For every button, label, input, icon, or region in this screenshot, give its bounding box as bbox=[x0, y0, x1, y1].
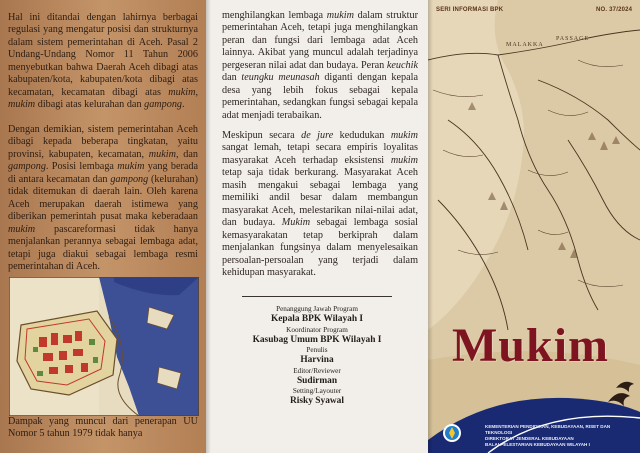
credit-label: Penulis bbox=[306, 346, 328, 354]
credit-value: Risky Syawal bbox=[290, 396, 344, 406]
credit-label: Setting/Layouter bbox=[292, 387, 342, 395]
antique-map-background bbox=[428, 0, 640, 453]
credit-value: Sudirman bbox=[296, 375, 338, 386]
credits-block bbox=[206, 296, 428, 408]
historical-map-illustration bbox=[9, 277, 199, 416]
paragraph-text: Hal ini ditandai dengan lahirnya berbagai regulasi yang mengatur posisi dan strukturnya dalam sistem pemerintahan di Aceh. Pasal 2 Undang-Undang Nomor 11 Tahun 2006 menyebutkan bahwa Daerah Aceh dibagi atas kabupaten/kota, kabupaten/kota dibagi atas kecamatan, kecamatan dibagi atas mukim, mukim dibagi atas kelurahan dan gampong. bbox=[8, 12, 198, 111]
credit-value: Harvina bbox=[300, 355, 334, 365]
paragraph-text: Meskipun secara de jure kedudukan mukim sangat lemah, tetapi secara empiris loyalitas masyarakat Aceh terhadap eksistensi mukim tetap saja tidak berkurang. Masyarakat Aceh masih mengakui sebagai lembaga yang memiliki andil besar dalam membangun masyarakat Aceh, melestarikan nilai-nilai adat, dan budaya. Mukim sebagai lembaga sosial kemasyarakatan tetap berkiprah dalam menjalankan fungsinya dalam menyelesaikan persoalan-persoalan yang terjadi dalam kehidupan masyarakat. bbox=[222, 130, 418, 278]
footer-line: BALAI PELESTARIAN KEBUDAYAAN WILAYAH I bbox=[485, 442, 590, 447]
credits-divider bbox=[242, 296, 392, 297]
paragraph-text: menghilangkan lembaga mukim dalam struktur pemerintahan Aceh, tetapi juga menghilangkan peran dan fungsi dari lembaga adat Aceh lainnya. Akibat yang muncul adalah terjadinya pergeseran nilai adat dan budaya. Peran keuchik dan teungku meunasah diganti dengan kepala desa yang lebih fokus sebagai kepala pemerintahan, sedangkan fungsi sebagai kepala adat menjadi terabaikan. bbox=[222, 10, 419, 121]
left-panel bbox=[0, 0, 206, 453]
credit-value: Kasubag Umum BPK Wilayah I bbox=[252, 334, 382, 345]
paragraph-regulation bbox=[8, 12, 198, 112]
fold-shadow bbox=[428, 0, 433, 453]
map-label: PASSAGE bbox=[556, 36, 590, 42]
cover-title: Mukim bbox=[452, 319, 610, 372]
middle-panel bbox=[206, 0, 428, 453]
map-label: MALAKKA bbox=[506, 42, 544, 48]
paragraph-consequence bbox=[222, 10, 418, 122]
credit-label: Koordinator Program bbox=[286, 325, 348, 334]
paragraph-impact bbox=[8, 416, 198, 441]
footer-line: KEMENTERIAN PENDIDIKAN, KEBUDAYAAN, RISET DAN TEKNOLOGI bbox=[485, 424, 611, 435]
ministry-footer bbox=[485, 424, 637, 448]
issue-number: NO. 37/2024 bbox=[596, 7, 633, 13]
footer-line: DIREKTORAT JENDERAL KEBUDAYAAN bbox=[485, 436, 574, 441]
credit-label: Editor/Reviewer bbox=[293, 366, 341, 375]
paragraph-text: Dampak yang muncul dari penerapan UU Nomor 5 tahun 1979 tidak hanya bbox=[8, 416, 198, 440]
series-label: SERI INFORMASI BPK bbox=[436, 7, 504, 13]
credit-label: Penanggung Jawab Program bbox=[276, 305, 358, 313]
paragraph-text: Dengan demikian, sistem pemerintahan Aceh dibagi kepada beberapa tingkatan, yaitu provinsi, kabupaten, kecamatan, mukim, dan gampong. Posisi lembaga mukim yang berada di antara kecamatan dan gampong (kelurahan) tidak ditemukan di daerah lain. Oleh karena Aceh merupakan daerah istimewa yang diberikan pemerintah pusat maka keberadaan mukim pascareformasi tidak hanya menjalankan perannya sebagai lembaga adat, tetapi juga diakui sebagai lembaga resmi pemerintahan di Aceh. bbox=[8, 124, 199, 272]
credit-value: Kepala BPK Wilayah I bbox=[270, 314, 364, 324]
cover-panel bbox=[428, 0, 640, 453]
paragraph-de-jure bbox=[222, 130, 418, 279]
paragraph-government-levels bbox=[8, 124, 198, 273]
